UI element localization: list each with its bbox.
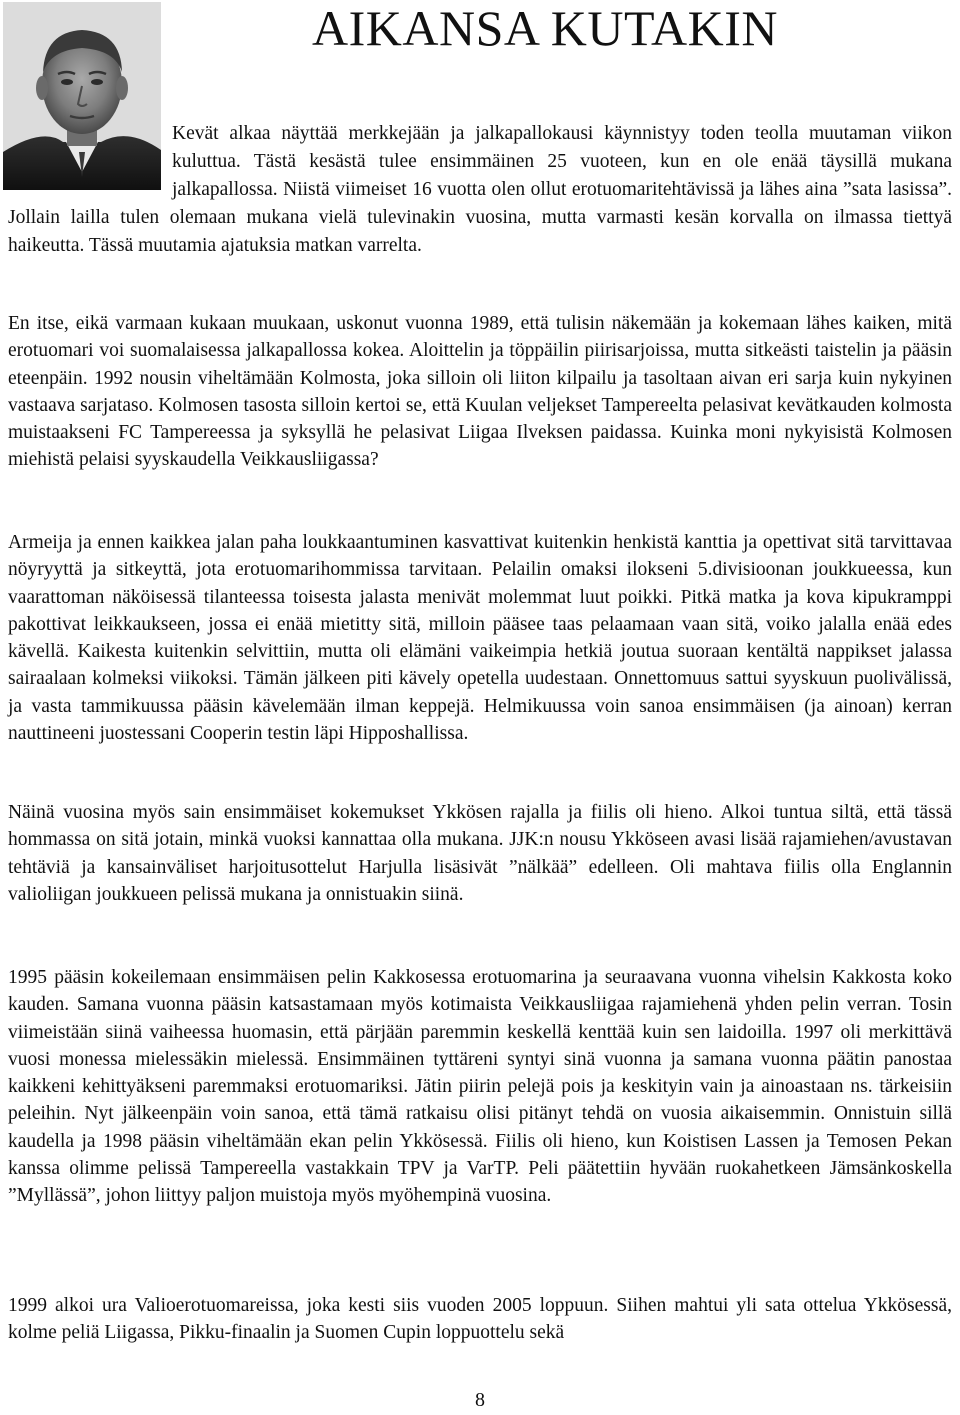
page-title: AIKANSA KUTAKIN [312,0,778,56]
paragraph: 1999 alkoi ura Valioerotuomareissa, joka kesti siis vuoden 2005 loppuun. Siihen mahtui yli sata ottelua Ykkösessä, kolme peliä Liigassa, Pikku-finaalin ja Suomen Cupin loppuottelu sekä [8,1295,952,1344]
paragraph: Näinä vuosina myös sain ensimmäiset kokemukset Ykkösen rajalla ja fiilis oli hieno. Alkoi tuntua siltä, että tässä hommassa on sitä jotain, minkä vuoksi kannattaa olla mukana. JJK:n nousu Ykköseen avasi lisää rajamiehen/avustavan tehtäviä ja kansainväliset harjoitusottelut Harjulla lisäsivät ”nälkää” edelleen. Oli mahtava fiilis olla Englannin valioliigan joukkueen pelissä mukana ja onnistuakin siinä. [8,802,952,905]
paragraph: En itse, eikä varmaan kukaan muukaan, uskonut vuonna 1989, että tulisin näkemään ja kokemaan lähes kaiken, mitä erotuomari voi suomalaisessa jalkapallossa kokea. Aloittelin ja töppäilin piirisarjoissa, mutta sitkeästi taistelin ja pääsin eteenpäin. 1992 nousin viheltämään Kolmosta, joka silloin oli liiton kilpailu ja tasoltaan aivan eri sarja kuin nykyinen vastaava sarjataso. Kolmosen tasosta silloin kertoi se, että Kuulan veljekset Tampereelta pelasivat kevätkauden kolmosta muistaakseni FC Tampereessa ja syksyllä he pelasivat Liigaa Ilveksen paidassa. Kuinka moni nykyisistä Kolmosen miehistä pelaisi syyskaudella Veikkausliigassa? [8,313,952,471]
page-number: 8 [475,1389,485,1411]
paragraph: 1995 pääsin kokeilemaan ensimmäisen pelin Kakkosessa erotuomarina ja seuraavana vuonna vihelsin Kakkosta koko kauden. Samana vuonna pääsin katsastamaan myös kotimaista Veikkausliigaa rajamiehenä yhden pelin verran. Tosin viimeistään siinä vaiheessa huomasin, että pärjään paremmin keskellä kenttää kuin sen laidoilla. 1997 oli merkittävä vuosi monessa mielessäkin mielessä. Ensimmäinen tyttäreni syntyi sinä vuonna ja samana vuonna päätin panostaa kaikkeni kehittyäkseni paremmaksi erotuomariksi. Jätin piirin pelejä pois ja keskityin vain ja ainoastaan ns. tärkeisiin peleihin. Nyt jälkeenpäin voin sanoa, että tämä ratkaisu olisi pitänyt tehdä on vuosia aikaisemmin. Onnistuin sillä kaudella ja 1998 pääsin viheltämään ekan pelin Ykkösessä. Fiilis oli hieno, kun Koistisen Lassen ja Temosen Pekan kanssa olimme pelissä Tampereella vastakkain TPV ja VarTP. Peli päätettiin hyvään ruokahetkeen Jämsänkoskella ”Myllässä”, johon liittyy paljon muistoja myös myöhempinä vuosina. [8,967,952,1207]
paragraph-intro: Kevät alkaa näyttää merkkejään ja jalkapallokausi käynnistyy toden teolla muutaman viikon kuluttua. Tästä kesästä tulee ensimmäinen 25 vuoteen, kun en ole enää täysillä mukana jalkapallossa. Niistä viimeiset 16 vuotta olen ollut erotuomaritehtävissä ja lähes aina ”sata lasissa”. Jollain lailla tulen olemaan mukana vielä tulevinakin vuosina, mutta varmasti kesän korvalla on ilmassa tiettyä haikeutta. Tässä muutamia ajatuksia matkan varrelta. [8,123,952,256]
paragraph: Armeija ja ennen kaikkea jalan paha loukkaantuminen kasvattivat kuitenkin henkistä kanttia ja opettivat sitä tarvittavaa nöyryyttä ja sitkeyttä, jota erotuomarihommissa tarvitaan. Pelailin omaksi ilokseni 5.divisioonan joukkueessa, kun vaarattoman näköisessä tilanteessa toisesta jalasta menivät molemmat luut poikki. Pitkä matka ja kova kipukramppi pakottivat leikkaukseen, jossa ei enää mietitty sitä, milloin pääsee taas pelaamaan vaan sitä, voiko jalalla enää edes kävellä. Kaikesta kuitenkin selvittiin, mutta oli elämäni vaikeimpia hetkiä joutua suoraan kentältä nappikset jalassa sairaalaan kolmeksi viikoksi. Tämän jälkeen piti kävely opetella uudestaan. Onnettomuus sattui syyskuun puolivälissä, ja vasta tammikuussa pääsin kävelemään ilman keppejä. Helmikuussa voin sanoa ensimmäisen (ja ainoan) kerran nauttineeni juostessani Cooperin testin läpi Hipposhallissa. [8,532,952,745]
